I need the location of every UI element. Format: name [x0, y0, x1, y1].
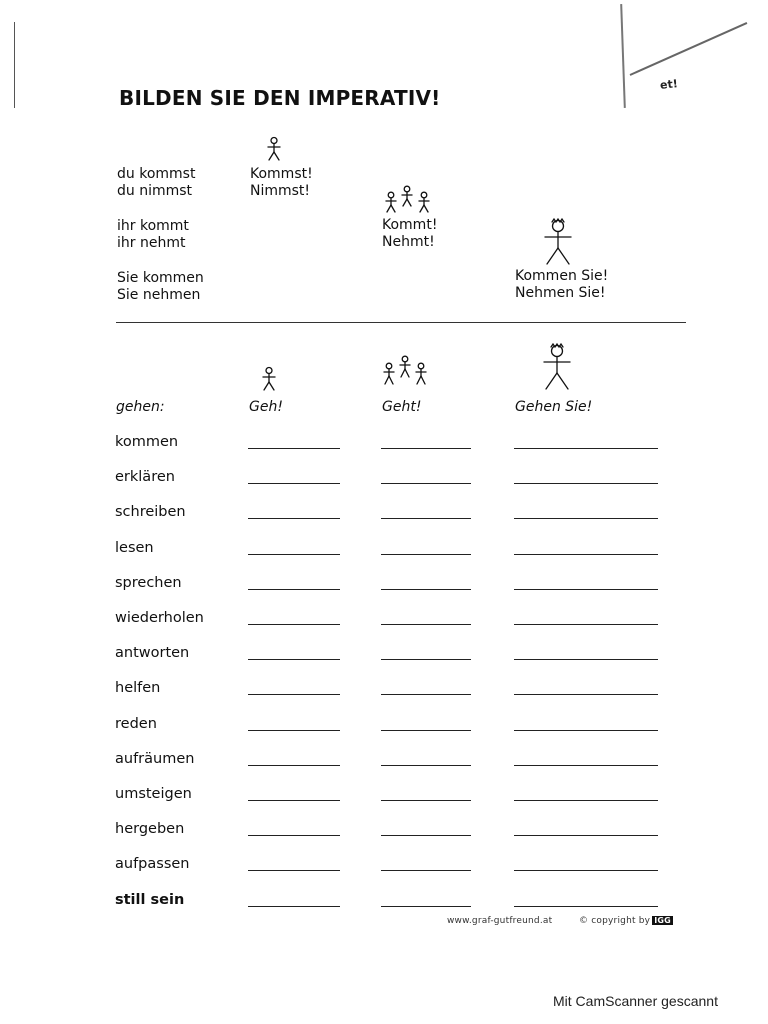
- page-title: BILDEN SIE DEN IMPERATIV!: [119, 86, 441, 110]
- example-sie-line: Sie nehmen: [117, 287, 201, 303]
- scanner-watermark: Mit CamScanner gescannt: [553, 993, 718, 1009]
- answer-line-ihr[interactable]: [381, 483, 471, 484]
- example-ihr-form: Geht!: [382, 399, 422, 415]
- stick-figure-group-icon: [383, 184, 435, 214]
- example-ihr-answers: [382, 217, 437, 251]
- footer-copyright: [579, 916, 673, 926]
- stick-figure-group-icon: [383, 355, 429, 387]
- answer-line-ihr[interactable]: [381, 659, 471, 660]
- verb-label: erklären: [115, 469, 175, 486]
- answer-line-du[interactable]: [248, 589, 340, 590]
- example-sie-answer: Kommen Sie!: [515, 268, 609, 284]
- answer-line-du[interactable]: [248, 765, 340, 766]
- verb-label: reden: [115, 715, 157, 732]
- example-verb: gehen:: [116, 399, 165, 415]
- answer-line-ihr[interactable]: [381, 448, 471, 449]
- paper-corner-edge: [620, 4, 626, 108]
- example-sie-line: Sie kommen: [117, 270, 204, 286]
- verb-label: helfen: [115, 680, 161, 697]
- example-du-line: du nimmst: [117, 183, 193, 199]
- scan-edge-line: [14, 22, 15, 108]
- answer-line-sie[interactable]: [514, 835, 658, 836]
- example-ihr-answer: Nehmt!: [382, 234, 435, 250]
- answer-line-du[interactable]: [248, 870, 340, 871]
- verb-label: sprechen: [115, 574, 182, 591]
- answer-line-ihr[interactable]: [381, 906, 471, 907]
- answer-line-sie[interactable]: [514, 659, 658, 660]
- verb-label: aufpassen: [115, 856, 190, 873]
- formal-person-icon: [541, 343, 573, 391]
- answer-line-du[interactable]: [248, 659, 340, 660]
- example-ihr-line: ihr kommt: [117, 218, 189, 234]
- answer-line-du[interactable]: [248, 554, 340, 555]
- answer-line-sie[interactable]: [514, 765, 658, 766]
- example-du-form: Geh!: [249, 399, 283, 415]
- answer-line-sie[interactable]: [514, 448, 658, 449]
- example-du-forms: [117, 166, 195, 200]
- answer-line-sie[interactable]: [514, 800, 658, 801]
- formal-person-icon: [542, 218, 574, 266]
- answer-line-ihr[interactable]: [381, 518, 471, 519]
- verb-label: kommen: [115, 434, 179, 450]
- example-du-answer: Kommst!: [250, 166, 313, 182]
- verb-label: antworten: [115, 645, 190, 662]
- answer-line-sie[interactable]: [514, 624, 658, 625]
- answer-line-ihr[interactable]: [381, 835, 471, 836]
- answer-line-ihr[interactable]: [381, 800, 471, 801]
- answer-line-du[interactable]: [248, 483, 340, 484]
- example-du-answer: Nimmst!: [250, 183, 311, 199]
- corner-text-fragment: et!: [659, 77, 679, 92]
- verb-label: umsteigen: [115, 786, 192, 802]
- verb-label: still sein: [115, 891, 185, 908]
- example-sie-form: Gehen Sie!: [515, 399, 593, 415]
- answer-line-du[interactable]: [248, 518, 340, 519]
- answer-line-sie[interactable]: [514, 694, 658, 695]
- answer-line-ihr[interactable]: [381, 870, 471, 871]
- footer-url: www.graf-gutfreund.at: [447, 916, 553, 926]
- stick-figure-icon: [262, 367, 276, 391]
- answer-line-ihr[interactable]: [381, 765, 471, 766]
- answer-line-sie[interactable]: [514, 870, 658, 871]
- example-ihr-forms: [117, 218, 189, 252]
- answer-line-sie[interactable]: [514, 554, 658, 555]
- answer-line-ihr[interactable]: [381, 730, 471, 731]
- answer-line-sie[interactable]: [514, 906, 658, 907]
- section-divider: [116, 322, 686, 323]
- answer-line-ihr[interactable]: [381, 589, 471, 590]
- answer-line-sie[interactable]: [514, 730, 658, 731]
- answer-line-du[interactable]: [248, 448, 340, 449]
- example-sie-answers: [515, 268, 608, 302]
- answer-line-du[interactable]: [248, 730, 340, 731]
- verb-label: schreiben: [115, 504, 186, 521]
- brand-logo: IGG: [654, 916, 671, 925]
- answer-line-du[interactable]: [248, 694, 340, 695]
- example-du-answers: [250, 166, 313, 200]
- verb-label: wiederholen: [115, 610, 204, 626]
- stick-figure-icon: [267, 137, 281, 161]
- answer-line-ihr[interactable]: [381, 554, 471, 555]
- copyright-text: © copyright by: [579, 916, 651, 926]
- verb-label: lesen: [115, 539, 154, 556]
- answer-line-sie[interactable]: [514, 518, 658, 519]
- answer-line-du[interactable]: [248, 800, 340, 801]
- answer-line-ihr[interactable]: [381, 694, 471, 695]
- answer-line-du[interactable]: [248, 624, 340, 625]
- example-sie-answer: Nehmen Sie!: [515, 285, 606, 301]
- example-sie-forms: [117, 270, 204, 304]
- answer-line-sie[interactable]: [514, 483, 658, 484]
- example-du-line: du kommst: [117, 166, 196, 182]
- example-ihr-line: ihr nehmt: [117, 235, 186, 251]
- answer-line-sie[interactable]: [514, 589, 658, 590]
- verb-label: aufräumen: [115, 750, 195, 767]
- verb-label: hergeben: [115, 821, 185, 838]
- answer-line-ihr[interactable]: [381, 624, 471, 625]
- paper-corner-edge: [630, 22, 748, 76]
- answer-line-du[interactable]: [248, 906, 340, 907]
- answer-line-du[interactable]: [248, 835, 340, 836]
- example-ihr-answer: Kommt!: [382, 217, 438, 233]
